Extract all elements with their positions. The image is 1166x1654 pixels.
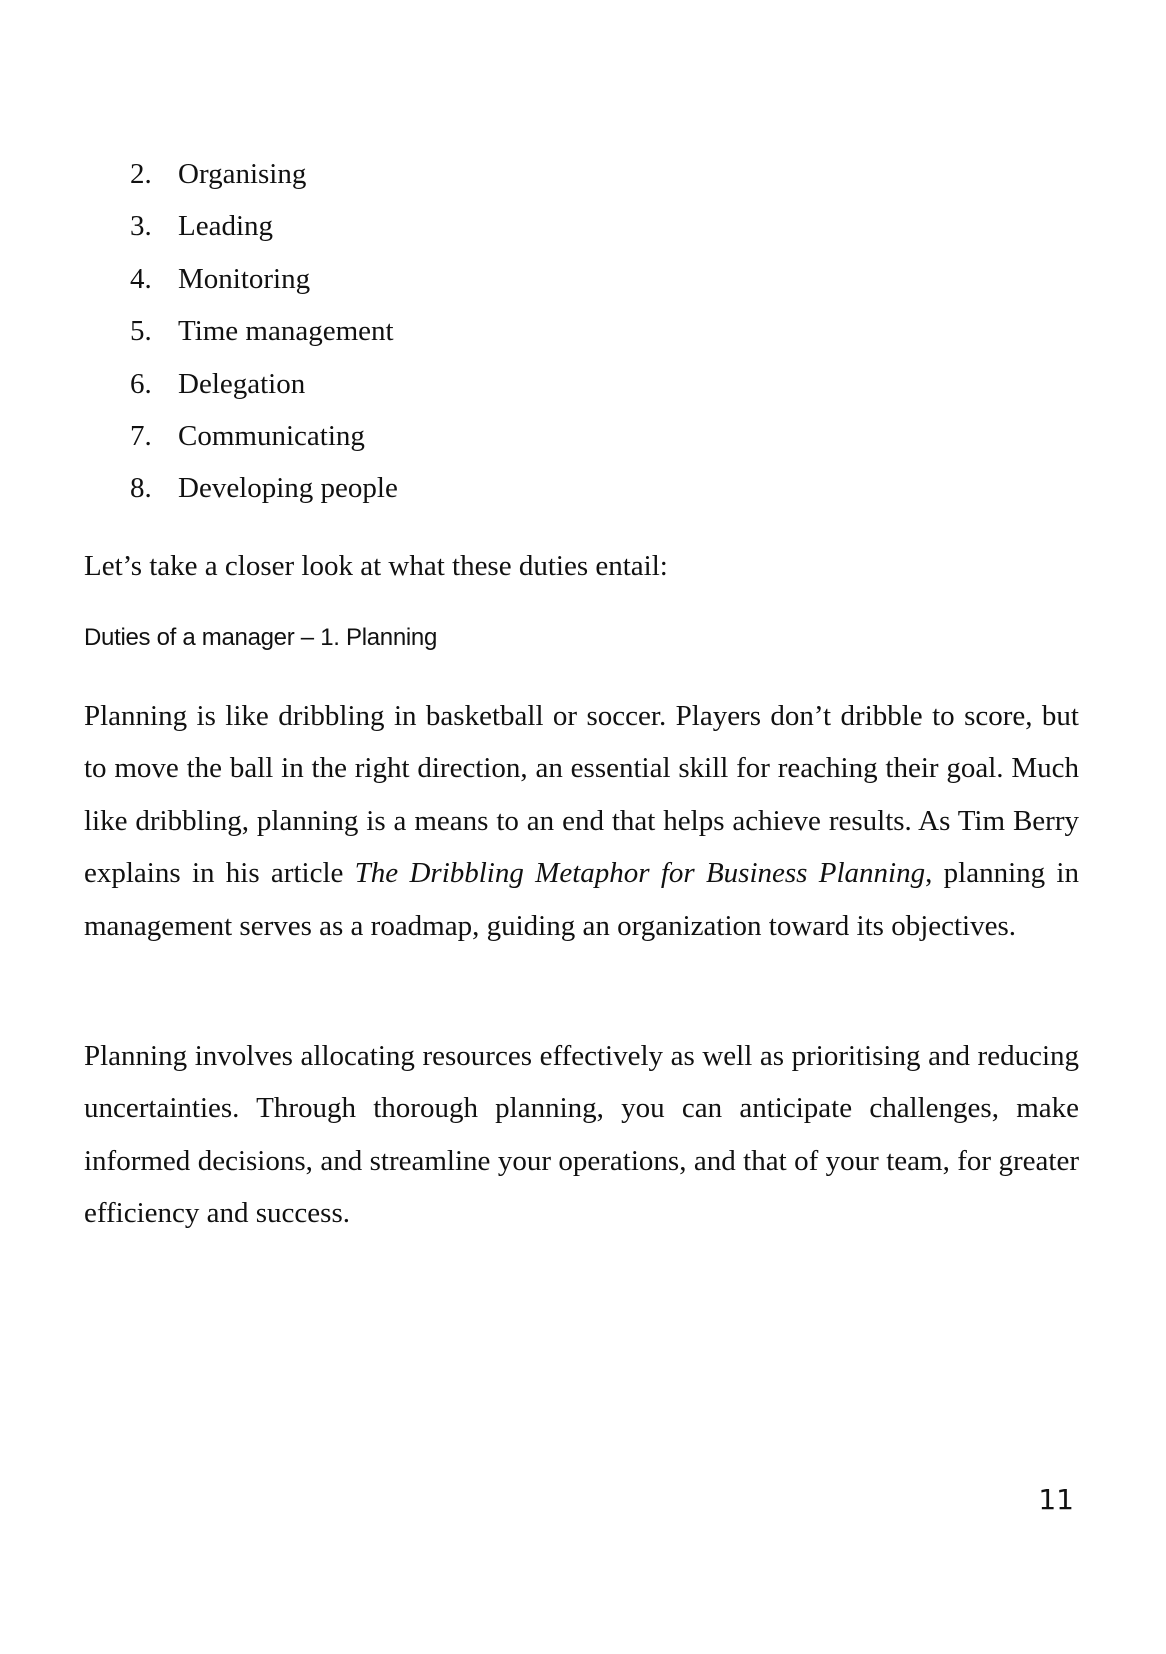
list-item <box>130 305 398 357</box>
list-item <box>130 462 398 514</box>
list-item-number: 5. <box>130 315 152 348</box>
list-item-number: 8. <box>130 472 152 505</box>
list-item-label: Organising <box>178 158 307 190</box>
section-heading: Duties of a manager – 1. Planning <box>84 624 437 651</box>
paragraph-planning-benefits: Planning involves allocating resources effectively as well as prioritising and reducing uncertainties. Through thorough planning, you can anticipate challenges, make informed decisions, and streamline your operations, and that of your team, for greater efficiency and success. <box>84 1040 1079 1230</box>
paragraph-text: Planning is like dribbling in basketball or soccer. Players don’t dribble to score, but to move the ball in the right direction, an essential skill for reaching their goal. Much like dribbling, planning is a means to an end that helps achieve results. As Tim Berry explains in his article <box>84 700 1079 890</box>
list-item <box>130 358 398 410</box>
list-item-label: Developing people <box>178 472 398 505</box>
list-item-label: Monitoring <box>178 262 311 295</box>
intro-text: Let’s take a closer look at what these duties entail: <box>84 550 668 582</box>
list-item <box>130 200 398 252</box>
list-item-label: Time management <box>178 315 394 348</box>
list-item-label: Communicating <box>178 419 365 452</box>
list-item-number: 4. <box>130 262 152 295</box>
list-item <box>130 253 398 305</box>
list-item-number: 2. <box>130 158 152 190</box>
list-item-label: Delegation <box>178 367 306 400</box>
list-item-label: Leading <box>178 210 274 243</box>
list-item <box>130 410 398 462</box>
paragraph-planning-metaphor <box>84 690 1079 952</box>
list-item <box>130 148 398 200</box>
list-item-number: 7. <box>130 419 152 452</box>
article-title: The Dribbling Metaphor for Business Planning <box>354 857 926 890</box>
list-item-number: 3. <box>130 210 152 243</box>
paragraph-text: , planning in management serves as a roadmap, guiding an organization toward its objectives. <box>84 857 1079 942</box>
duties-list <box>130 148 398 515</box>
page-number: 11 <box>1038 1483 1074 1516</box>
list-item-number: 6. <box>130 367 152 400</box>
